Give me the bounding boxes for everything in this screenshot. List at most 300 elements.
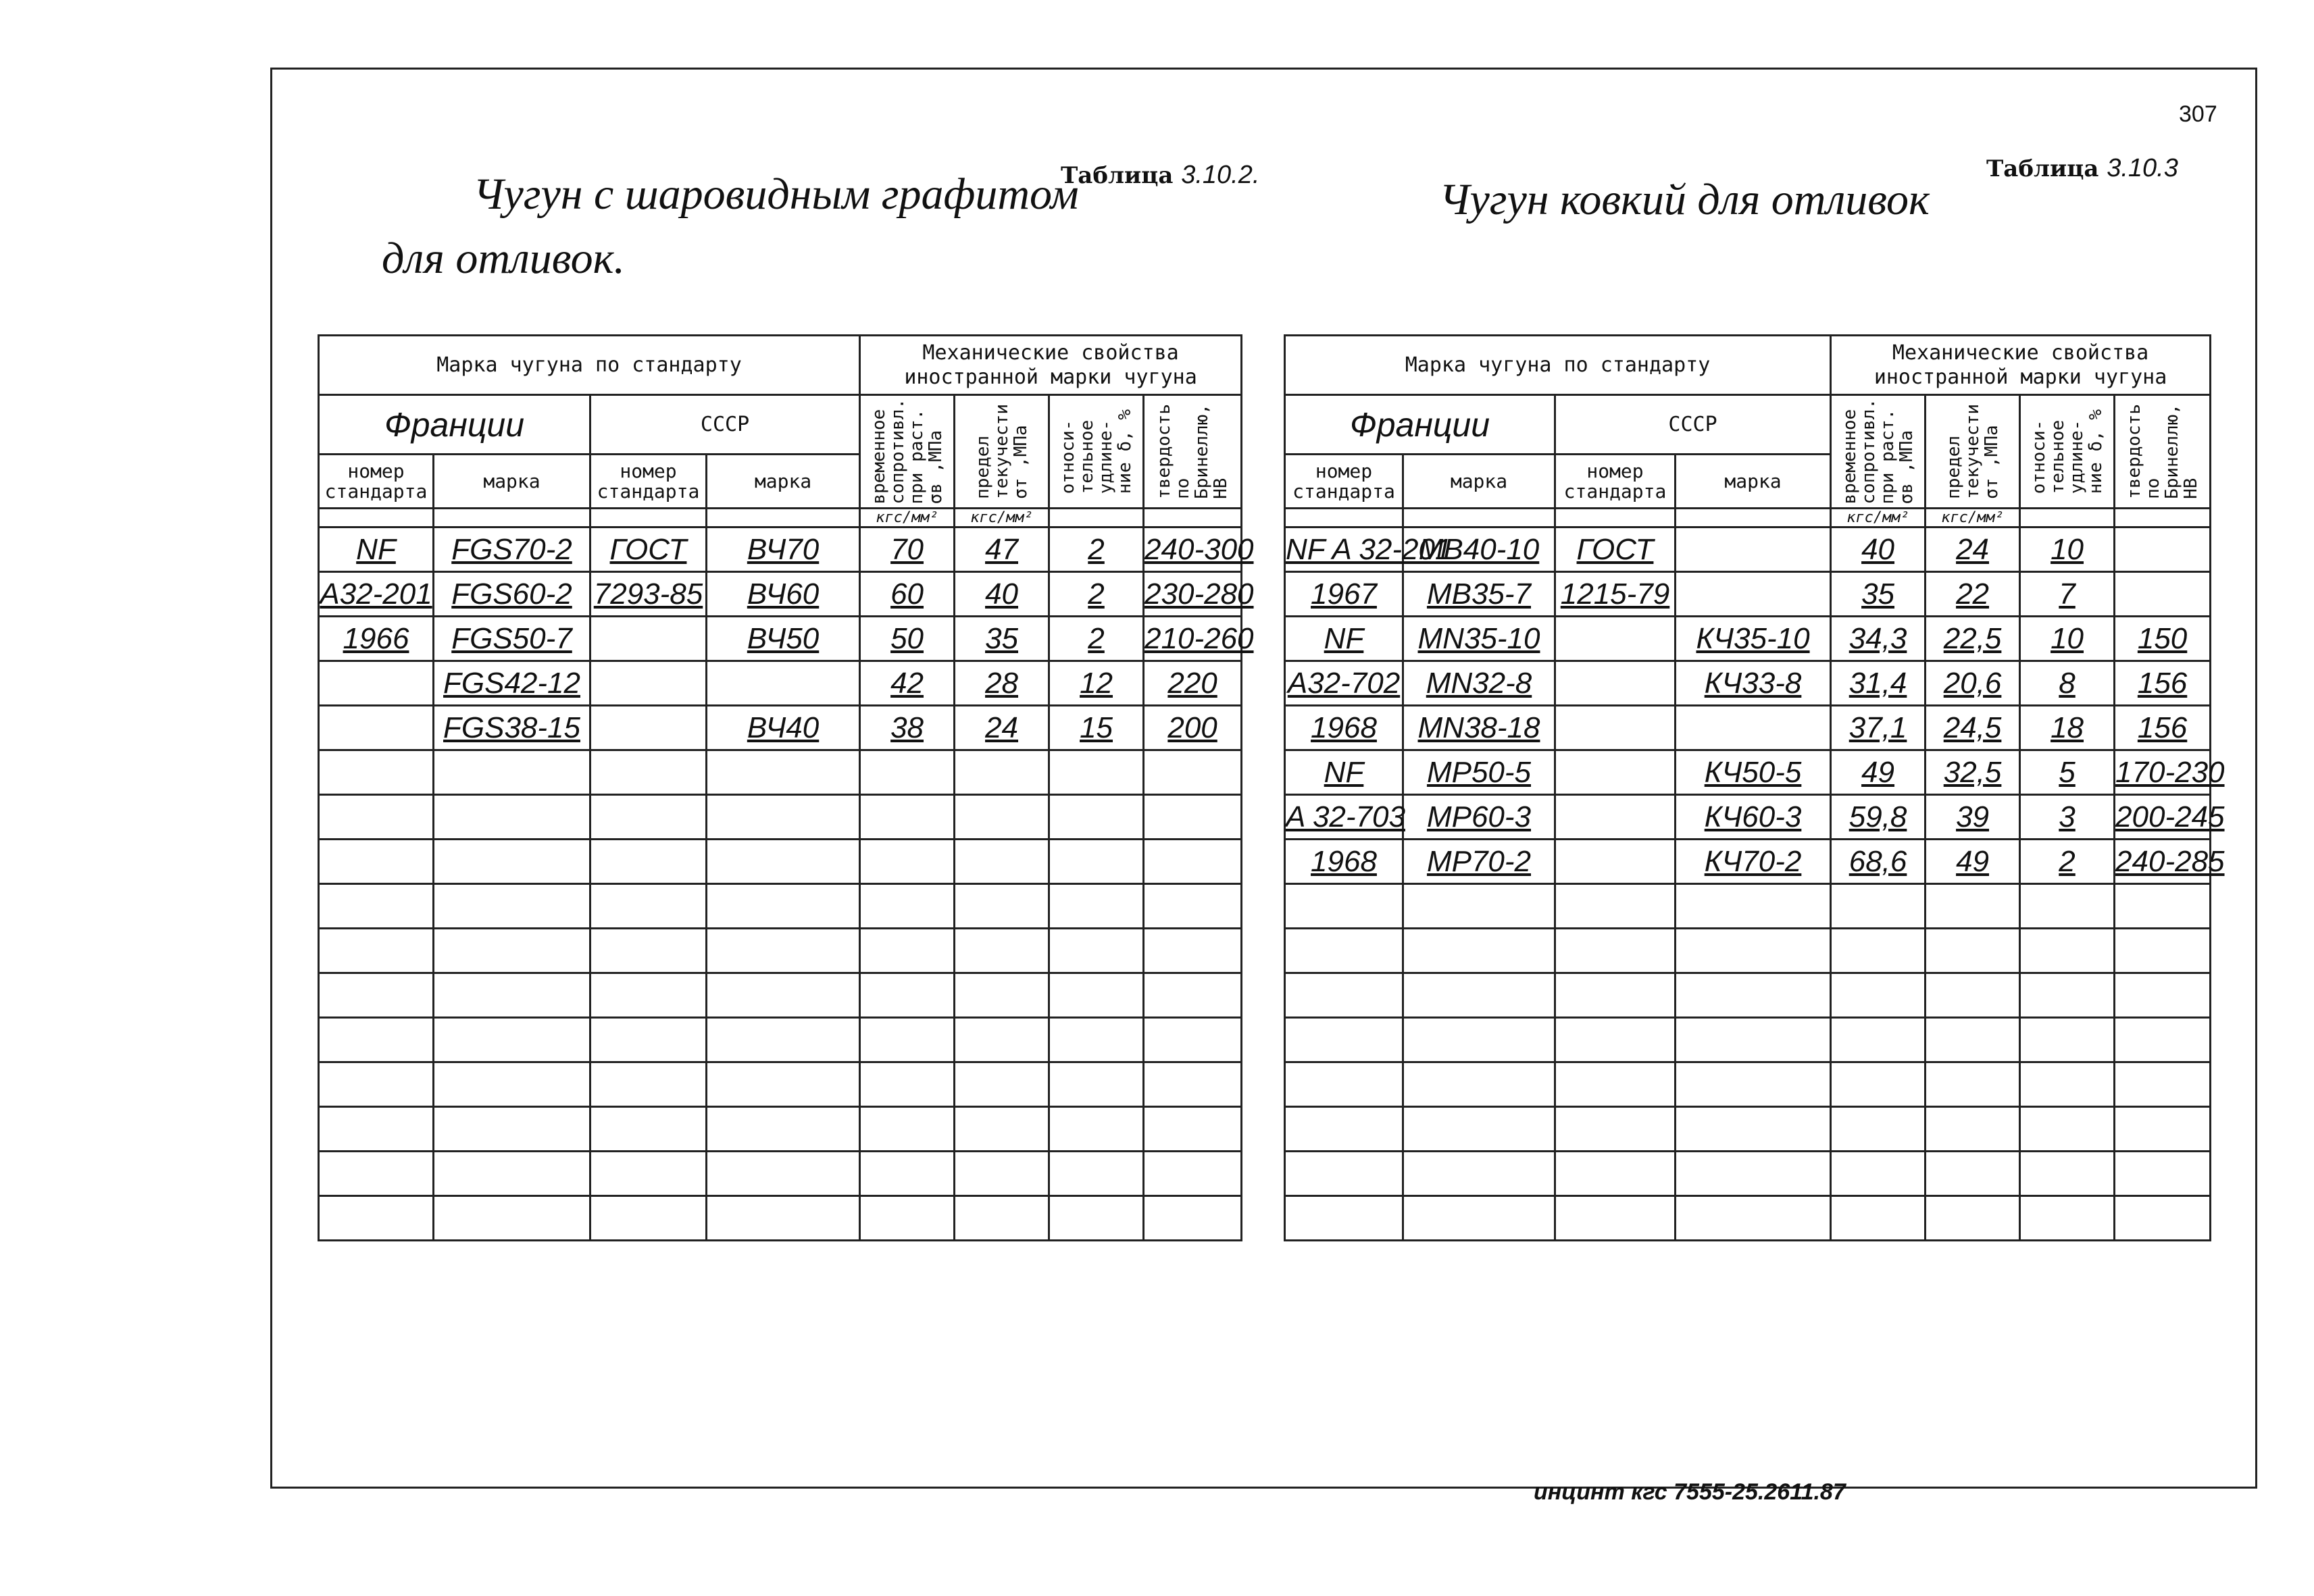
cell-p1: 50 [860, 617, 955, 661]
cell-fr-mark: FGS38-15 [434, 706, 590, 750]
cell-su-mark: КЧ60-3 [1676, 795, 1831, 840]
empty-table-row [319, 1196, 1242, 1241]
cell-fr-std: NF A 32-201 [1285, 527, 1403, 572]
empty-table-row [1285, 973, 2211, 1018]
empty-cell [2020, 1062, 2115, 1107]
empty-cell [1049, 1062, 1144, 1107]
empty-cell [434, 973, 590, 1018]
empty-cell [955, 1018, 1049, 1062]
empty-cell [1926, 929, 2020, 973]
empty-cell [1555, 1107, 1676, 1152]
cell-fr-mark: MP50-5 [1403, 750, 1555, 795]
empty-cell [1555, 1062, 1676, 1107]
right-header-prop4: твердость по Бринеллю, НВ [2123, 404, 2201, 499]
empty-cell [1403, 1196, 1555, 1241]
left-header-marks: Марка чугуна по стандарту [319, 336, 860, 395]
right-header-prop1: временное сопротивл. при раст. σв ,МПа [1839, 398, 1917, 505]
empty-cell [955, 795, 1049, 840]
cell-fr-mark: MN35-10 [1403, 617, 1555, 661]
empty-cell [1049, 929, 1144, 973]
empty-cell [1049, 750, 1144, 795]
left-unit2: кгс/мм² [955, 509, 1049, 527]
table-row [1285, 750, 2211, 795]
empty-cell [319, 1107, 434, 1152]
empty-cell [707, 973, 860, 1018]
cell-p1: 70 [860, 527, 955, 572]
empty-cell [1144, 973, 1242, 1018]
cell-p4: 240-300 [1144, 527, 1242, 572]
cell-p1: 60 [860, 572, 955, 617]
cell-fr-mark: MN38-18 [1403, 706, 1555, 750]
cell-p2: 49 [1926, 840, 2020, 884]
empty-cell [590, 929, 707, 973]
empty-cell [1049, 884, 1144, 929]
table-row [1285, 840, 2211, 884]
empty-cell [1285, 1018, 1403, 1062]
empty-cell [1555, 1018, 1676, 1062]
left-header-france: Франции [319, 395, 590, 455]
empty-table-row [1285, 929, 2211, 973]
right-table [1284, 334, 2225, 1241]
empty-cell [1555, 929, 1676, 973]
empty-cell [319, 840, 434, 884]
cell-fr-std: 1966 [319, 617, 434, 661]
empty-cell [1285, 1107, 1403, 1152]
cell-p2: 22 [1926, 572, 2020, 617]
cell-p1: 31,4 [1831, 661, 1926, 706]
cell-p3: 18 [2020, 706, 2115, 750]
cell-p2: 24,5 [1926, 706, 2020, 750]
empty-cell [1049, 795, 1144, 840]
table-row [319, 527, 1242, 572]
empty-cell [1144, 840, 1242, 884]
empty-cell [434, 1062, 590, 1107]
empty-cell [319, 1018, 434, 1062]
empty-cell [860, 973, 955, 1018]
cell-su-mark [707, 661, 860, 706]
cell-p3: 10 [2020, 617, 2115, 661]
empty-cell [1926, 884, 2020, 929]
empty-cell [860, 884, 955, 929]
right-heading-line1: Чугун ковкий для отливок [1439, 175, 1930, 224]
empty-cell [955, 1152, 1049, 1196]
cell-fr-mark: MP60-3 [1403, 795, 1555, 840]
cell-p2: 24 [1926, 527, 2020, 572]
cell-p4: 156 [2115, 706, 2211, 750]
cell-fr-std: 1968 [1285, 840, 1403, 884]
cell-p3: 7 [2020, 572, 2115, 617]
empty-table-row [1285, 884, 2211, 929]
right-table-label-text: Таблица [1986, 155, 2099, 182]
empty-cell [1403, 1062, 1555, 1107]
left-heading-line1: Чугун с шаровидным графитом [473, 170, 1079, 219]
empty-cell [1831, 929, 1926, 973]
empty-cell [1403, 1152, 1555, 1196]
empty-cell [1144, 1196, 1242, 1241]
empty-cell [2020, 973, 2115, 1018]
empty-cell [707, 840, 860, 884]
empty-cell [707, 1196, 860, 1241]
cell-p2: 40 [955, 572, 1049, 617]
empty-cell [860, 750, 955, 795]
cell-su-std: 7293-85 [590, 572, 707, 617]
empty-cell [1676, 884, 1831, 929]
left-header-su-std: номер стандарта [590, 455, 707, 509]
empty-cell [434, 1152, 590, 1196]
empty-cell [2020, 884, 2115, 929]
table-row [319, 706, 1242, 750]
empty-cell [1049, 1152, 1144, 1196]
cell-su-mark: КЧ33-8 [1676, 661, 1831, 706]
empty-cell [1831, 1196, 1926, 1241]
cell-su-std [1555, 661, 1676, 706]
cell-su-std [1555, 706, 1676, 750]
cell-fr-std: A 32-703 [1285, 795, 1403, 840]
empty-cell [2020, 1018, 2115, 1062]
empty-cell [434, 795, 590, 840]
empty-cell [2115, 1018, 2211, 1062]
empty-cell [2020, 1152, 2115, 1196]
cell-su-mark [1676, 527, 1831, 572]
empty-cell [860, 929, 955, 973]
cell-fr-std: 1968 [1285, 706, 1403, 750]
left-header-fr-std: номер стандарта [319, 455, 434, 509]
table-row [319, 572, 1242, 617]
empty-cell [434, 750, 590, 795]
cell-fr-std: NF [1285, 750, 1403, 795]
right-header-fr-mark: марка [1403, 455, 1555, 509]
empty-table-row [1285, 1152, 2211, 1196]
empty-cell [1831, 973, 1926, 1018]
empty-cell [2115, 1152, 2211, 1196]
empty-cell [1144, 929, 1242, 973]
cell-p2: 28 [955, 661, 1049, 706]
empty-cell [1555, 973, 1676, 1018]
empty-cell [707, 795, 860, 840]
empty-cell [2020, 1107, 2115, 1152]
right-unit1: кгс/мм² [1831, 509, 1926, 527]
empty-cell [955, 929, 1049, 973]
cell-fr-mark: FGS42-12 [434, 661, 590, 706]
cell-su-mark: КЧ35-10 [1676, 617, 1831, 661]
empty-table-row [319, 1152, 1242, 1196]
right-header-props: Механические свойства иностранной марки чугуна [1831, 336, 2211, 395]
cell-p3: 12 [1049, 661, 1144, 706]
right-header-prop2: предел текучести σт ,МПа [1943, 404, 2002, 499]
cell-su-std [590, 617, 707, 661]
empty-table-row [319, 1062, 1242, 1107]
empty-cell [590, 1018, 707, 1062]
empty-cell [1831, 1152, 1926, 1196]
empty-cell [434, 1196, 590, 1241]
empty-cell [707, 1107, 860, 1152]
cell-su-std: ГОСТ [1555, 527, 1676, 572]
cell-su-mark [1676, 572, 1831, 617]
empty-cell [590, 884, 707, 929]
cell-su-std [1555, 840, 1676, 884]
empty-cell [434, 840, 590, 884]
cell-su-std [590, 706, 707, 750]
empty-table-row [1285, 1062, 2211, 1107]
empty-cell [2020, 929, 2115, 973]
empty-table-row [319, 884, 1242, 929]
empty-cell [707, 884, 860, 929]
cell-su-mark [1676, 706, 1831, 750]
cell-su-std: ГОСТ [590, 527, 707, 572]
cell-p1: 59,8 [1831, 795, 1926, 840]
cell-fr-std: 1967 [1285, 572, 1403, 617]
empty-cell [1285, 884, 1403, 929]
empty-cell [1403, 929, 1555, 973]
empty-cell [955, 1062, 1049, 1107]
empty-cell [590, 840, 707, 884]
empty-cell [590, 1107, 707, 1152]
empty-cell [434, 1107, 590, 1152]
cell-p3: 10 [2020, 527, 2115, 572]
empty-cell [1285, 1196, 1403, 1241]
right-header-fr-std: номер стандарта [1285, 455, 1403, 509]
cell-p3: 8 [2020, 661, 2115, 706]
cell-p4: 170-230 [2115, 750, 2211, 795]
empty-cell [319, 973, 434, 1018]
empty-cell [590, 750, 707, 795]
empty-cell [1144, 1062, 1242, 1107]
empty-cell [707, 1062, 860, 1107]
cell-p3: 2 [1049, 572, 1144, 617]
cell-su-mark: КЧ50-5 [1676, 750, 1831, 795]
empty-table-row [1285, 1018, 2211, 1062]
right-header-prop3: относи- тельное удлине- ние δ, % [2028, 409, 2106, 494]
empty-cell [319, 795, 434, 840]
empty-cell [2115, 1196, 2211, 1241]
empty-table-row [319, 929, 1242, 973]
empty-cell [707, 929, 860, 973]
empty-cell [860, 1062, 955, 1107]
empty-cell [1049, 840, 1144, 884]
empty-cell [1403, 1018, 1555, 1062]
empty-cell [1926, 1062, 2020, 1107]
empty-cell [2115, 884, 2211, 929]
empty-cell [1049, 1018, 1144, 1062]
empty-cell [1144, 1152, 1242, 1196]
left-table-label [1061, 161, 1259, 190]
empty-table-row [319, 1107, 1242, 1152]
cell-fr-mark: MN32-8 [1403, 661, 1555, 706]
cell-su-mark: ВЧ40 [707, 706, 860, 750]
footer-note: инцинт кгс 7555-25.2611.87 [1534, 1479, 1846, 1505]
cell-p2: 32,5 [1926, 750, 2020, 795]
table-row [1285, 617, 2211, 661]
left-header-su-mark: марка [707, 455, 860, 509]
empty-cell [590, 795, 707, 840]
cell-p4: 200 [1144, 706, 1242, 750]
cell-p4 [2115, 572, 2211, 617]
empty-cell [860, 840, 955, 884]
empty-cell [1676, 1062, 1831, 1107]
left-header-prop4: твердость по Бринеллю, НВ [1154, 404, 1232, 499]
empty-cell [955, 1196, 1049, 1241]
empty-cell [860, 1196, 955, 1241]
empty-cell [707, 1152, 860, 1196]
empty-cell [434, 1018, 590, 1062]
cell-p1: 38 [860, 706, 955, 750]
cell-p1: 40 [1831, 527, 1926, 572]
empty-cell [860, 795, 955, 840]
cell-p4: 230-280 [1144, 572, 1242, 617]
right-unit2: кгс/мм² [1926, 509, 2020, 527]
right-table-label [1986, 154, 2178, 183]
right-header-france: Франции [1285, 395, 1555, 455]
cell-su-mark: КЧ70-2 [1676, 840, 1831, 884]
cell-p1: 42 [860, 661, 955, 706]
empty-cell [1555, 1196, 1676, 1241]
empty-cell [1144, 750, 1242, 795]
empty-cell [1926, 1107, 2020, 1152]
table-row [1285, 572, 2211, 617]
empty-cell [1403, 973, 1555, 1018]
cell-p3: 2 [1049, 527, 1144, 572]
cell-fr-std [319, 661, 434, 706]
cell-fr-mark: MP70-2 [1403, 840, 1555, 884]
cell-fr-std: NF [1285, 617, 1403, 661]
empty-cell [1049, 973, 1144, 1018]
cell-p3: 2 [1049, 617, 1144, 661]
left-header-props: Механические свойства иностранной марки чугуна [860, 336, 1242, 395]
cell-p2: 39 [1926, 795, 2020, 840]
empty-cell [319, 1062, 434, 1107]
cell-fr-std [319, 706, 434, 750]
table-row [1285, 795, 2211, 840]
cell-fr-mark: FGS50-7 [434, 617, 590, 661]
empty-cell [1049, 1196, 1144, 1241]
left-heading-line2: для отливок. [382, 234, 625, 283]
empty-cell [707, 750, 860, 795]
left-header-ussr: СССР [590, 395, 860, 455]
cell-fr-std: A32-702 [1285, 661, 1403, 706]
empty-cell [955, 1107, 1049, 1152]
empty-cell [955, 973, 1049, 1018]
cell-p1: 49 [1831, 750, 1926, 795]
cell-p1: 35 [1831, 572, 1926, 617]
empty-cell [1285, 973, 1403, 1018]
left-header-prop1: временное сопротивл. при раст. σв ,МПа [868, 398, 946, 505]
empty-cell [1555, 1152, 1676, 1196]
left-table [318, 334, 1254, 1241]
empty-cell [2020, 1196, 2115, 1241]
table-row [319, 617, 1242, 661]
empty-cell [319, 1196, 434, 1241]
cell-su-std [1555, 617, 1676, 661]
empty-cell [1285, 929, 1403, 973]
cell-su-std [590, 661, 707, 706]
empty-cell [319, 750, 434, 795]
empty-cell [1049, 1107, 1144, 1152]
empty-cell [955, 840, 1049, 884]
cell-p1: 68,6 [1831, 840, 1926, 884]
empty-cell [1285, 1152, 1403, 1196]
empty-cell [590, 1152, 707, 1196]
empty-cell [1831, 1107, 1926, 1152]
table-row [1285, 527, 2211, 572]
empty-cell [707, 1018, 860, 1062]
empty-cell [1555, 884, 1676, 929]
empty-cell [1831, 1018, 1926, 1062]
empty-cell [1926, 1152, 2020, 1196]
cell-p2: 35 [955, 617, 1049, 661]
right-header-su-mark: марка [1676, 455, 1831, 509]
cell-su-std [1555, 750, 1676, 795]
cell-p1: 37,1 [1831, 706, 1926, 750]
cell-p2: 20,6 [1926, 661, 2020, 706]
empty-cell [1144, 1018, 1242, 1062]
cell-p4: 240-285 [2115, 840, 2211, 884]
cell-fr-mark: MB35-7 [1403, 572, 1555, 617]
table-row [319, 661, 1242, 706]
right-header-ussr: СССР [1555, 395, 1831, 455]
empty-cell [1144, 884, 1242, 929]
table-row [1285, 661, 2211, 706]
empty-cell [955, 750, 1049, 795]
empty-cell [1144, 795, 1242, 840]
empty-cell [1831, 1062, 1926, 1107]
empty-cell [1926, 1018, 2020, 1062]
empty-cell [1676, 1107, 1831, 1152]
cell-fr-mark: FGS70-2 [434, 527, 590, 572]
cell-p2: 22,5 [1926, 617, 2020, 661]
cell-su-mark: ВЧ70 [707, 527, 860, 572]
empty-cell [1676, 973, 1831, 1018]
left-unit1: кгс/мм² [860, 509, 955, 527]
page-number: 307 [2179, 101, 2217, 127]
cell-su-mark: ВЧ50 [707, 617, 860, 661]
cell-p4: 156 [2115, 661, 2211, 706]
cell-p4 [2115, 527, 2211, 572]
empty-cell [319, 1152, 434, 1196]
empty-cell [1676, 1196, 1831, 1241]
cell-p4: 150 [2115, 617, 2211, 661]
empty-cell [1926, 973, 2020, 1018]
empty-table-row [1285, 1196, 2211, 1241]
empty-cell [1926, 1196, 2020, 1241]
empty-cell [590, 1062, 707, 1107]
cell-p4: 220 [1144, 661, 1242, 706]
empty-cell [860, 1152, 955, 1196]
right-table-number: 3.10.3 [2107, 154, 2178, 182]
cell-p3: 3 [2020, 795, 2115, 840]
cell-fr-mark: FGS60-2 [434, 572, 590, 617]
empty-table-row [319, 973, 1242, 1018]
right-header-su-std: номер стандарта [1555, 455, 1676, 509]
right-header-marks: Марка чугуна по стандарту [1285, 336, 1831, 395]
empty-cell [319, 929, 434, 973]
empty-cell [860, 1018, 955, 1062]
empty-cell [1676, 929, 1831, 973]
empty-cell [1831, 884, 1926, 929]
cell-p2: 24 [955, 706, 1049, 750]
cell-su-mark: ВЧ60 [707, 572, 860, 617]
cell-p4: 210-260 [1144, 617, 1242, 661]
left-table-label-text: Таблица [1061, 162, 1174, 189]
cell-fr-std: NF [319, 527, 434, 572]
table-row [1285, 706, 2211, 750]
empty-cell [2115, 929, 2211, 973]
empty-cell [955, 884, 1049, 929]
empty-cell [590, 1196, 707, 1241]
empty-table-row [319, 795, 1242, 840]
cell-p2: 47 [955, 527, 1049, 572]
empty-cell [1403, 1107, 1555, 1152]
cell-p1: 34,3 [1831, 617, 1926, 661]
